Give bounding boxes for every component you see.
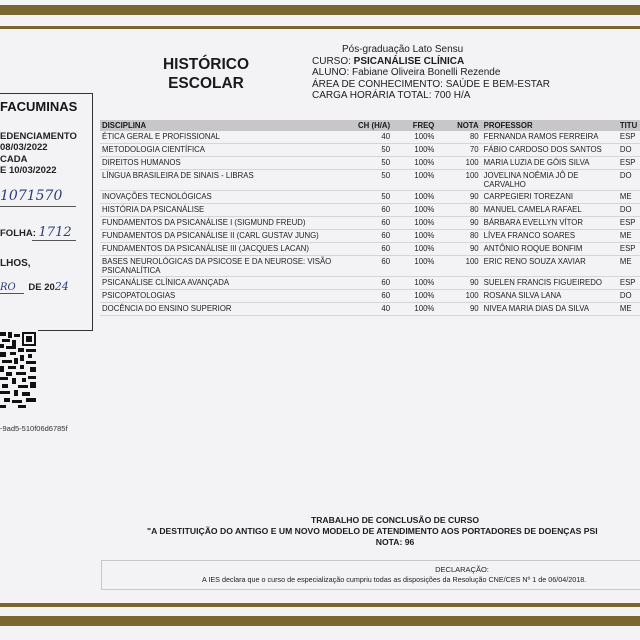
cell-titulacao: DO	[618, 144, 640, 157]
cell-titulacao: ME	[618, 256, 640, 277]
cell-professor: FERNANDA RAMOS FERREIRA	[481, 131, 618, 144]
program-type: Pós-graduação Lato Sensu	[342, 44, 464, 55]
cell-titulacao: DO	[618, 170, 640, 191]
header-freq: FREQ	[392, 120, 436, 131]
cell-disciplina: PSICANÁLISE CLÍNICA AVANÇADA	[100, 277, 348, 290]
tcc-title: "A DESTITUIÇÃO DO ANTIGO E UM NOVO MODELO DE ATENDIMENTO AOS PORTADORES DE DOENÇAS PSI	[147, 526, 598, 536]
cell-ch: 60	[348, 290, 392, 303]
header-titulacao: TITU	[618, 120, 640, 131]
cell-nota: 80	[436, 230, 480, 243]
qr-code-icon[interactable]	[0, 330, 38, 410]
cell-titulacao: ME	[618, 230, 640, 243]
institution-name: FACUMINAS	[0, 99, 78, 114]
cell-freq: 100%	[392, 157, 436, 170]
verification-hash: -9ad5-510f06d6785f	[0, 424, 68, 433]
cell-disciplina: METODOLOGIA CIENTÍFICA	[100, 144, 348, 157]
header-ch: CH (H/A)	[348, 120, 392, 131]
cell-nota: 100	[436, 290, 480, 303]
cell-disciplina: FUNDAMENTOS DA PSICANÁLISE I (SIGMUND FREUD)	[100, 217, 348, 230]
course-label: CURSO:	[312, 55, 354, 67]
declaration-box	[101, 560, 640, 590]
cell-ch: 60	[348, 256, 392, 277]
stamp-line-4: E 10/03/2022	[0, 165, 57, 176]
cell-titulacao: ME	[618, 303, 640, 316]
stamp-line-1: EDENCIAMENTO	[0, 131, 77, 142]
cell-ch: 60	[348, 204, 392, 217]
cell-nota: 80	[436, 204, 480, 217]
cell-nota: 90	[436, 217, 480, 230]
cell-titulacao: ESP	[618, 277, 640, 290]
cell-disciplina: LÍNGUA BRASILEIRA DE SINAIS - LIBRAS	[100, 170, 348, 191]
cell-ch: 60	[348, 243, 392, 256]
cell-professor: ANTÔNIO ROQUE BONFIM	[481, 243, 618, 256]
cell-nota: 100	[436, 256, 480, 277]
cell-professor: SUELEN FRANCIS FIGUEIREDO	[481, 277, 618, 290]
table-row	[100, 191, 640, 204]
cell-professor: CARPEGIERI TOREZANI	[481, 191, 618, 204]
cell-disciplina: FUNDAMENTOS DA PSICANÁLISE III (JACQUES LACAN)	[100, 243, 348, 256]
cell-ch: 40	[348, 131, 392, 144]
student-info	[312, 44, 550, 102]
cell-ch: 50	[348, 191, 392, 204]
title-line-1: HISTÓRICO	[162, 56, 250, 73]
cell-freq: 100%	[392, 131, 436, 144]
cell-freq: 100%	[392, 191, 436, 204]
table-row	[100, 303, 640, 316]
cell-nota: 90	[436, 277, 480, 290]
grades-table	[100, 120, 640, 316]
cell-freq: 100%	[392, 303, 436, 316]
header-nota: NOTA	[436, 120, 480, 131]
cell-disciplina: PSICOPATOLOGIAS	[100, 290, 348, 303]
cell-professor: FÁBIO CARDOSO DOS SANTOS	[481, 144, 618, 157]
cell-titulacao: DO	[618, 290, 640, 303]
cell-freq: 100%	[392, 256, 436, 277]
cell-freq: 100%	[392, 170, 436, 191]
cell-professor: LÍVEA FRANCO SOARES	[481, 230, 618, 243]
month-underline	[0, 293, 24, 294]
cell-disciplina: BASES NEUROLÓGICAS DA PSICOSE E DA NEUROSE: VISÃO PSICANALÍTICA	[100, 256, 348, 277]
cell-freq: 100%	[392, 290, 436, 303]
cell-freq: 100%	[392, 230, 436, 243]
folha-label: FOLHA:	[0, 228, 36, 239]
cell-disciplina: HISTÓRIA DA PSICANÁLISE	[100, 204, 348, 217]
cell-nota: 80	[436, 131, 480, 144]
cell-professor: MARIA LUZIA DE GÓIS SILVA	[481, 157, 618, 170]
cell-freq: 100%	[392, 204, 436, 217]
cell-freq: 100%	[392, 277, 436, 290]
declaration-heading: DECLARAÇÃO:	[435, 565, 489, 574]
cell-professor: ROSANA SILVA LANA	[481, 290, 618, 303]
cell-ch: 50	[348, 144, 392, 157]
cell-professor: ERIC RENO SOUZA XAVIAR	[481, 256, 618, 277]
student-name: ALUNO: Fabiane Oliveira Bonelli Rezende	[312, 67, 501, 78]
top-border-stripe-thin	[0, 26, 640, 29]
tcc-section	[100, 515, 640, 548]
cell-nota: 90	[436, 303, 480, 316]
cell-titulacao: ESP	[618, 243, 640, 256]
year-label: DE 20	[28, 282, 55, 293]
cell-titulacao: ESP	[618, 131, 640, 144]
table-row	[100, 230, 640, 243]
cell-titulacao: ESP	[618, 217, 640, 230]
table-row	[100, 204, 640, 217]
knowledge-area: ÁREA DE CONHECIMENTO: SAÚDE E BEM-ESTAR	[312, 78, 551, 90]
folha-underline	[32, 240, 76, 241]
cell-ch: 60	[348, 230, 392, 243]
cell-freq: 100%	[392, 243, 436, 256]
cell-ch: 40	[348, 303, 392, 316]
cell-titulacao: DO	[618, 204, 640, 217]
cell-ch: 60	[348, 217, 392, 230]
cell-nota: 90	[436, 191, 480, 204]
course-line	[312, 56, 550, 68]
table-header-row	[100, 120, 640, 131]
cell-freq: 100%	[392, 144, 436, 157]
tcc-grade: NOTA: 96	[375, 537, 415, 547]
cell-professor: BÁRBARA EVELLYN VÍTOR	[481, 217, 618, 230]
cell-nota: 70	[436, 144, 480, 157]
declaration-text: A IES declara que o curso de especialização cumpriu todas as disposições da Resolução CNE/CES Nº 1 de 06/04/2018.	[202, 575, 587, 584]
cell-disciplina: FUNDAMENTOS DA PSICANÁLISE II (CARL GUSTAV JUNG)	[100, 230, 348, 243]
table-row	[100, 217, 640, 230]
stamp-line-3: CADA	[0, 154, 28, 165]
table-row	[100, 290, 640, 303]
bottom-border-stripe-thick	[0, 616, 640, 626]
page-title	[150, 55, 262, 93]
cell-nota: 100	[436, 157, 480, 170]
table-row	[100, 277, 640, 290]
table-row	[100, 243, 640, 256]
folha-field	[0, 225, 72, 240]
table-row	[100, 170, 640, 191]
year-value: 24	[54, 280, 69, 293]
table-row	[100, 144, 640, 157]
table-row	[100, 256, 640, 277]
registry-number: 1071570	[0, 188, 63, 204]
stamp-line-2: 08/03/2022	[0, 142, 48, 153]
cell-ch: 50	[348, 157, 392, 170]
cell-professor: JOVELINA NOÊMIA JÔ DE CARVALHO	[481, 170, 618, 191]
table-row	[100, 131, 640, 144]
cell-disciplina: ÉTICA GERAL E PROFISSIONAL	[100, 131, 348, 144]
registration-stamp-box	[0, 93, 93, 331]
cell-disciplina: DOCÊNCIA DO ENSINO SUPERIOR	[100, 303, 348, 316]
cell-disciplina: DIREITOS HUMANOS	[100, 157, 348, 170]
city-text: LHOS,	[0, 258, 31, 269]
table-row	[100, 157, 640, 170]
cell-ch: 50	[348, 170, 392, 191]
date-field	[0, 280, 69, 293]
top-border-stripe-thick	[0, 5, 640, 15]
cell-disciplina: INOVAÇÕES TECNOLÓGICAS	[100, 191, 348, 204]
cell-nota: 90	[436, 243, 480, 256]
cell-titulacao: ME	[618, 191, 640, 204]
course-value: PSICANÁLISE CLÍNICA	[353, 55, 465, 67]
cell-freq: 100%	[392, 217, 436, 230]
header-disciplina: DISCIPLINA	[100, 120, 348, 131]
cell-nota: 100	[436, 170, 480, 191]
total-workload: CARGA HORÁRIA TOTAL: 700 H/A	[312, 90, 471, 101]
cell-professor: NIVEA MARIA DIAS DA SILVA	[481, 303, 618, 316]
header-professor: PROFESSOR	[481, 120, 618, 131]
cell-titulacao: ESP	[618, 157, 640, 170]
folha-value: 1712	[38, 225, 72, 240]
registry-underline	[0, 206, 76, 207]
cell-ch: 60	[348, 277, 392, 290]
cell-professor: MANUEL CAMELA RAFAEL	[481, 204, 618, 217]
bottom-border-stripe-thin	[0, 603, 640, 607]
month-value: RO	[0, 282, 16, 293]
tcc-heading: TRABALHO DE CONCLUSÃO DE CURSO	[310, 515, 480, 525]
title-line-2: ESCOLAR	[168, 75, 244, 92]
